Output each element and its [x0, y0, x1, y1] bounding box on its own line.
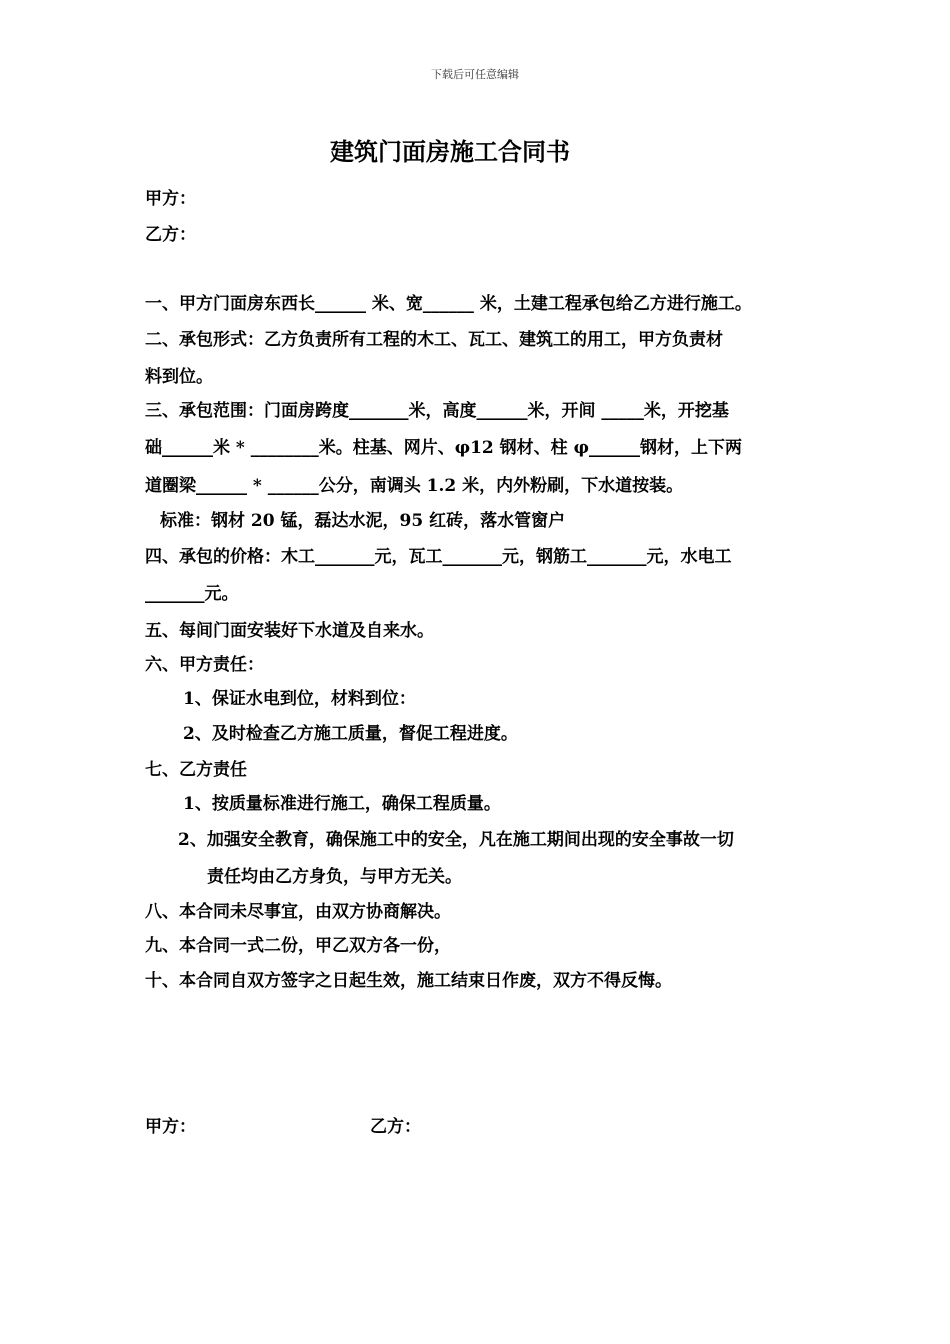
- clause-7-item-1: 1、按质量标准进行施工，确保工程质量。: [183, 794, 501, 814]
- clause-9: 九、本合同一式二份，甲乙双方各一份，: [145, 936, 451, 956]
- clause-8: 八、本合同未尽事宜，由双方协商解决。: [145, 902, 451, 922]
- clause-7-item-2-line-1: 2、加强安全教育，确保施工中的安全，凡在施工期间出现的安全事故一切: [178, 830, 734, 850]
- clause-6-item-2: 2、及时检查乙方施工质量，督促工程进度。: [183, 724, 518, 744]
- clause-5: 五、每间门面安装好下水道及自来水。: [145, 621, 434, 641]
- clause-6-item-1: 1、保证水电到位，材料到位：: [183, 689, 416, 709]
- clause-3-line-1: 三、承包范围：门面房跨度_______米，高度______米，开间 _____米，开挖基: [145, 401, 729, 421]
- signature-party-b: 乙方：: [370, 1117, 421, 1137]
- document-title: 建筑门面房施工合同书: [330, 137, 570, 166]
- clause-3-line-2: 础______米 * ________米。柱基、网片、φ12 钢材、柱 φ______钢材，上下两: [145, 438, 742, 458]
- clause-6-heading: 六、甲方责任：: [145, 655, 264, 675]
- clause-3-line-3: 道圈梁______ * ______公分，南调头 1.2 米，内外粉刷，下水道按装。: [145, 476, 684, 496]
- party-b-label: 乙方：: [145, 225, 196, 245]
- clause-2-line-2: 料到位。: [145, 367, 213, 387]
- clause-1: 一、甲方门面房东西长______ 米、宽______ 米，土建工程承包给乙方进行施工。: [145, 294, 752, 314]
- clause-4-line-2: _______元。: [145, 584, 239, 604]
- clause-2-line-1: 二、承包形式：乙方负责所有工程的木工、瓦工、建筑工的用工，甲方负责材: [145, 330, 723, 350]
- signature-party-a: 甲方：: [145, 1117, 196, 1137]
- clause-7-item-2-line-2: 责任均由乙方身负，与甲方无关。: [207, 867, 462, 887]
- clause-3-standard: 标准：钢材 20 锰，磊达水泥，95 红砖，落水管窗户: [160, 511, 566, 531]
- party-a-label: 甲方：: [145, 189, 196, 209]
- header-note: 下载后可任意编辑: [431, 68, 519, 81]
- clause-7-heading: 七、乙方责任: [145, 760, 247, 780]
- clause-4-line-1: 四、承包的价格：木工_______元，瓦工_______元，钢筋工_______元，水电工: [145, 547, 732, 567]
- clause-10: 十、本合同自双方签字之日起生效，施工结束日作废，双方不得反悔。: [145, 971, 672, 991]
